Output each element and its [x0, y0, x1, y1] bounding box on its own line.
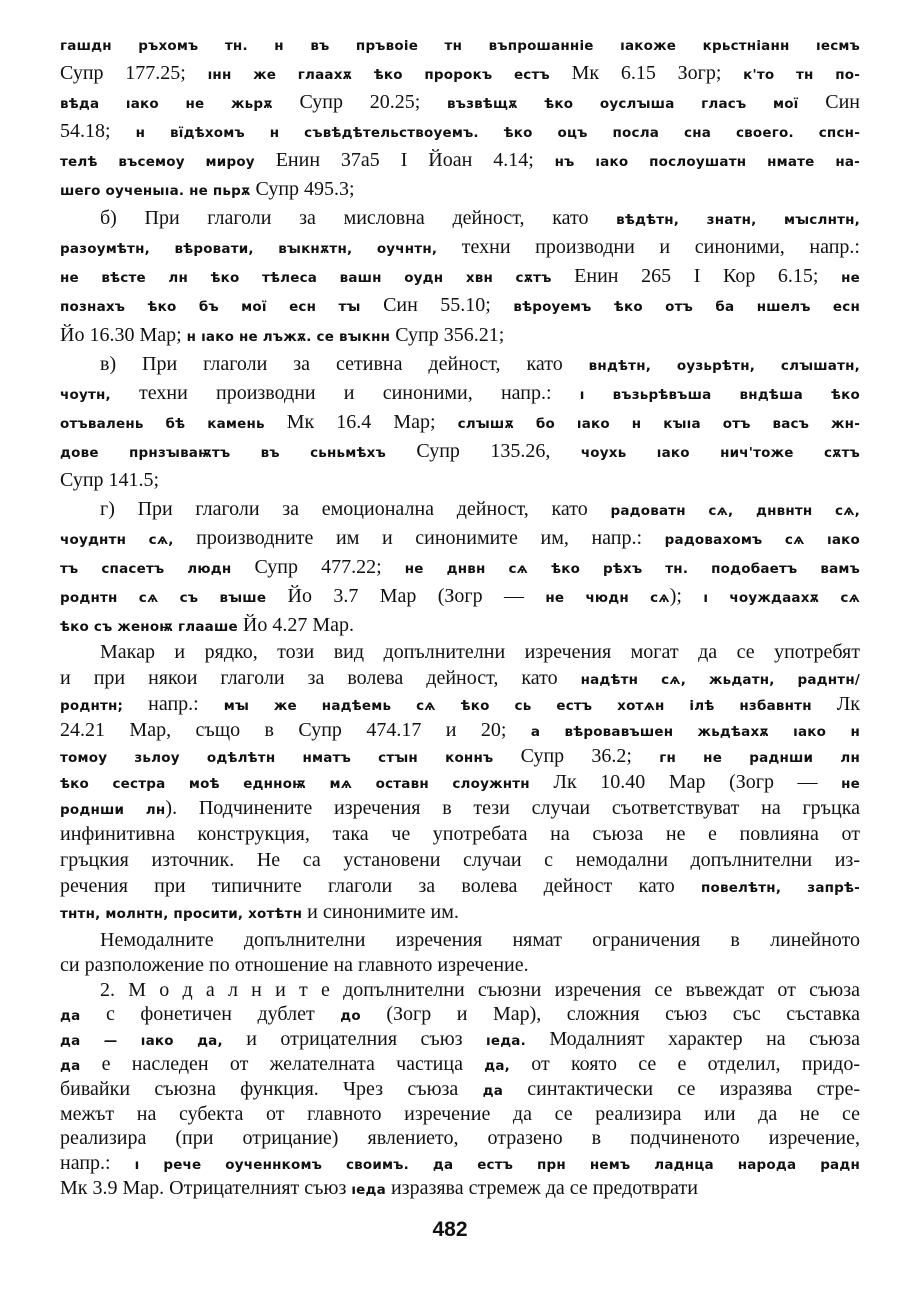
- old-church-slavonic-quote: н ıако не лъжѫ. се вꙑкнн: [186, 328, 391, 345]
- body-text: е наследен от желателната частица: [80, 1053, 485, 1075]
- old-church-slavonic-quote: гашдн ръхомъ тн. н въ пръвоіе тн въпрошанніе ıакоже крьстніанн ıесмъ: [60, 38, 860, 54]
- body-text: и отрицателния съюз: [222, 1028, 487, 1051]
- body-text: Мк 3.9 Мар. Отрицателният съюз: [60, 1177, 352, 1199]
- old-church-slavonic-quote: ı рече оученнкомъ своимъ. да естъ прн немъ ладнца народа радн: [134, 1157, 860, 1174]
- body-text: );: [669, 584, 704, 607]
- body-text: Енин 265 I Кор 6.15;: [551, 265, 842, 288]
- body-text: Лк: [811, 693, 860, 715]
- old-church-slavonic-quote: вѣдѣтн, знатн, мꙑслнтн,: [616, 212, 860, 229]
- old-church-slavonic-quote: нъ ıако послоушатн нмате на-: [554, 154, 860, 171]
- text-line: [60, 1175, 860, 1201]
- body-text: Супр 135.26,: [385, 439, 581, 462]
- text-line: [60, 89, 860, 115]
- body-text: Супр 141.5;: [60, 468, 160, 491]
- old-church-slavonic-quote: мꙑ же надѣемь сѧ ѣко сь естъ хотѧн ілѣ нзбавнтн: [223, 698, 812, 714]
- body-text: Лк 10.40 Мар (Зогр —: [529, 771, 842, 793]
- body-text: напр.:: [123, 693, 224, 715]
- text-line: [60, 147, 860, 173]
- body-text: Супр 177.25;: [60, 62, 208, 85]
- old-church-slavonic-quote: роднтн сѧ съ вꙑше: [60, 589, 267, 606]
- body-text: производните им и синонимите им, напр.:: [173, 526, 665, 549]
- text-line: [60, 1150, 860, 1176]
- old-church-slavonic-quote: ѣко съ женоѭ глааше: [60, 619, 238, 635]
- text-line: [60, 952, 860, 978]
- old-church-slavonic-quote: да: [60, 1008, 81, 1025]
- body-text: 54.18;: [60, 120, 136, 143]
- old-church-slavonic-quote: не: [841, 776, 861, 792]
- text-line: [100, 977, 860, 1003]
- text-line: [60, 691, 860, 717]
- text-line: [60, 612, 860, 638]
- old-church-slavonic-quote: познахъ ѣко бъ мої есн тꙑ: [60, 299, 361, 316]
- body-text: инфинитивна конструкция, така че употребата на съюза не е повлияна от: [60, 823, 860, 845]
- body-text: б) При глаголи за мисловна дейност, като: [100, 207, 617, 230]
- body-text: гръцкия източник. Не са установени случаи с немодални допълнителни из-: [60, 849, 860, 871]
- old-church-slavonic-quote: шего оученыıа. не пьрѫ: [60, 183, 251, 200]
- old-church-slavonic-quote: а вѣровавъшен жьдѣахѫ ıако н: [530, 724, 860, 740]
- text-line: [60, 583, 860, 609]
- text-line: [60, 322, 860, 348]
- text-line: [60, 118, 860, 144]
- body-text: Супр 477.22;: [231, 555, 405, 578]
- body-text: реализира (при отрицание) явлението, отразено в подчиненото изречение,: [60, 1127, 860, 1150]
- old-church-slavonic-quote: дове прнзꙑваѭтъ въ сьньмѣхъ: [60, 444, 386, 461]
- old-church-slavonic-quote: томоу зьлоу одѣлѣтн нматъ стꙑн коннъ: [60, 750, 494, 766]
- text-line: [60, 31, 860, 57]
- old-church-slavonic-quote: повелѣтн, запрѣ-: [700, 880, 860, 896]
- body-text: техни производни и синоними, напр.:: [437, 236, 860, 259]
- body-text: и при някои глаголи за волева дейност, като: [60, 667, 581, 689]
- page-number: 482: [432, 1218, 468, 1241]
- body-text: техни производни и синоними, напр.:: [110, 381, 580, 404]
- old-church-slavonic-quote: не днвн сѧ ѣко рѣхъ тн. подобаетъ вамъ: [404, 560, 860, 577]
- text-line: [100, 496, 860, 522]
- text-line: [60, 1051, 860, 1077]
- text-line: [60, 1026, 860, 1052]
- old-church-slavonic-quote: да — ıако да,: [60, 1033, 223, 1050]
- text-line: [100, 639, 860, 665]
- old-church-slavonic-quote: отъвалень бѣ камень: [60, 415, 265, 432]
- old-church-slavonic-quote: ѣко сестра моѣ еднноѭ мѧ оставн слоужнтн: [60, 776, 530, 792]
- old-church-slavonic-quote: ı чоуждаахѫ сѧ: [703, 589, 860, 606]
- old-church-slavonic-quote: не чюдн сѧ: [545, 589, 670, 606]
- old-church-slavonic-quote: разоумѣтн, вѣровати, вꙑкнѫтн, оучнтн,: [60, 241, 438, 258]
- text-line: [100, 927, 860, 953]
- body-text: речения при типичните глаголи за волева дейност като: [60, 875, 701, 897]
- old-church-slavonic-quote: вѣда ıако не жьрѫ: [60, 96, 273, 113]
- text-line: [60, 292, 860, 318]
- old-church-slavonic-quote: ıеда.: [486, 1033, 526, 1050]
- body-text: и синонимите им.: [302, 901, 459, 923]
- text-line: [60, 665, 860, 691]
- text-line: [60, 554, 860, 580]
- body-text: Син: [798, 91, 860, 114]
- body-text: в) При глаголи за сетивна дейност, като: [100, 352, 589, 375]
- text-line: [60, 60, 860, 86]
- text-line: [60, 795, 860, 821]
- old-church-slavonic-quote: ıеда: [351, 1182, 386, 1198]
- old-church-slavonic-quote: не: [841, 270, 860, 287]
- text-line: [60, 1101, 860, 1127]
- body-text: Макар и рядко, този вид допълнителни изречения могат да се употребят: [100, 641, 860, 663]
- body-text: Модалният характер на съюза: [525, 1028, 861, 1051]
- body-text: синтактически се изразява стре-: [503, 1077, 860, 1100]
- text-line: [60, 234, 860, 260]
- body-text: Син 55.10;: [360, 294, 514, 317]
- text-line: [60, 821, 860, 847]
- body-text: напр.:: [60, 1152, 135, 1175]
- old-church-slavonic-quote: чоухь ıако нич'тоже сѫтъ: [580, 444, 860, 461]
- old-church-slavonic-quote: ı възьрѣвъша вндѣша ѣко: [579, 386, 860, 403]
- body-text: изразява стремеж да се предотврати: [385, 1177, 698, 1199]
- old-church-slavonic-quote: роднши лн: [60, 802, 166, 818]
- body-text: Йо 4.27 Мар.: [237, 614, 354, 636]
- body-text: Супр 356.21;: [390, 323, 505, 346]
- body-text: г) При глаголи за емоционална дейност, като: [100, 497, 611, 520]
- old-church-slavonic-quote: роднтн;: [60, 698, 124, 714]
- old-church-slavonic-quote: радовахомъ сѧ ıако: [664, 531, 860, 548]
- body-text: (Зогр и Мар), сложния съюз със съставка: [360, 1003, 861, 1026]
- text-line: [60, 717, 860, 743]
- old-church-slavonic-quote: вѣроуемъ ѣко отъ ба ншелъ есн: [513, 299, 860, 316]
- old-church-slavonic-quote: гн не раднши лн: [659, 750, 860, 766]
- text-line: [100, 205, 860, 231]
- old-church-slavonic-quote: н вїдѣхомъ н съвѣдѣтельствоуемъ. ѣко оцъ посла сна своего. спсн-: [135, 125, 860, 142]
- text-line: [60, 1001, 860, 1027]
- body-text: с фонетичен дублет: [80, 1003, 341, 1026]
- old-church-slavonic-quote: да,: [484, 1058, 510, 1074]
- old-church-slavonic-quote: до: [340, 1008, 361, 1025]
- text-line: [60, 525, 860, 551]
- old-church-slavonic-quote: не вѣсте лн ѣко тѣлеса вашн оудн хвн сѫтъ: [60, 270, 552, 287]
- text-line: [60, 438, 860, 464]
- body-text: от която се е отделил, придо-: [509, 1053, 860, 1075]
- text-line: [60, 873, 860, 899]
- text-line: [60, 899, 860, 925]
- body-text: 24.21 Мар, също в Супр 474.17 и 20;: [60, 719, 531, 741]
- old-church-slavonic-quote: възвѣщѫ ѣко оуслꙑша гласъ мої: [447, 96, 799, 113]
- text-line: [60, 263, 860, 289]
- body-text: Йо 3.7 Мар (Зогр —: [266, 584, 546, 607]
- text-line: [60, 409, 860, 435]
- body-text: ). Подчинените изречения в тези случаи съответствуват на гръцка: [165, 797, 860, 819]
- old-church-slavonic-quote: радоватн сѧ, днвнтн сѧ,: [610, 502, 860, 519]
- text-line: [100, 351, 860, 377]
- text-line: [60, 176, 860, 202]
- body-text: межът на субекта от главното изречение да се реализира или да не се: [60, 1102, 860, 1125]
- body-text: Енин 37а5 I Йоан 4.14;: [254, 149, 555, 172]
- text-line: [60, 769, 860, 795]
- body-text: Немодалните допълнителни изречения нямат ограничения в линейното: [100, 929, 860, 951]
- old-church-slavonic-quote: тъ спасетъ людн: [60, 560, 232, 577]
- old-church-slavonic-quote: надѣтн сѧ, жьдатн, раднтн/: [580, 672, 860, 688]
- body-text: Супр 36.2;: [493, 745, 660, 767]
- text-line: [60, 1076, 860, 1102]
- body-text: бивайки съюзна функция. Чрез съюза: [60, 1077, 483, 1100]
- text-line: [60, 1125, 860, 1151]
- old-church-slavonic-quote: тнтн, молнтн, просити, хотѣтн: [60, 906, 303, 922]
- body-text: Йо 16.30 Мар;: [60, 323, 187, 346]
- old-church-slavonic-quote: ıнн же глаахѫ ѣко пророкъ естъ: [207, 67, 550, 84]
- body-text: Супр 495.3;: [250, 178, 355, 201]
- old-church-slavonic-quote: чоуднтн сѧ,: [60, 531, 174, 548]
- text-line: [60, 847, 860, 873]
- body-text: Мк 6.15 Зогр;: [549, 62, 744, 85]
- old-church-slavonic-quote: слꙑшѫ бо ıако н кꙑıа отъ васъ жн-: [457, 415, 860, 432]
- old-church-slavonic-quote: чоутн,: [60, 386, 111, 403]
- body-text: Супр 20.25;: [272, 91, 448, 114]
- old-church-slavonic-quote: да: [60, 1058, 81, 1074]
- old-church-slavonic-quote: телѣ въсемоу мироу: [60, 154, 255, 171]
- body-text: си разположение по отношение на главното изречение.: [60, 953, 529, 976]
- old-church-slavonic-quote: вндѣтн, оузьрѣтн, слꙑшатн,: [588, 357, 860, 374]
- text-line: [60, 467, 860, 493]
- text-line: [60, 743, 860, 769]
- old-church-slavonic-quote: к'то тн по-: [743, 67, 861, 84]
- body-text: Мк 16.4 Мар;: [264, 410, 458, 433]
- text-line: [60, 380, 860, 406]
- body-text: 2. М о д а л н и т е допълнителни съюзни изречения се въвеждат от съюза: [100, 978, 860, 1001]
- old-church-slavonic-quote: да: [482, 1082, 504, 1099]
